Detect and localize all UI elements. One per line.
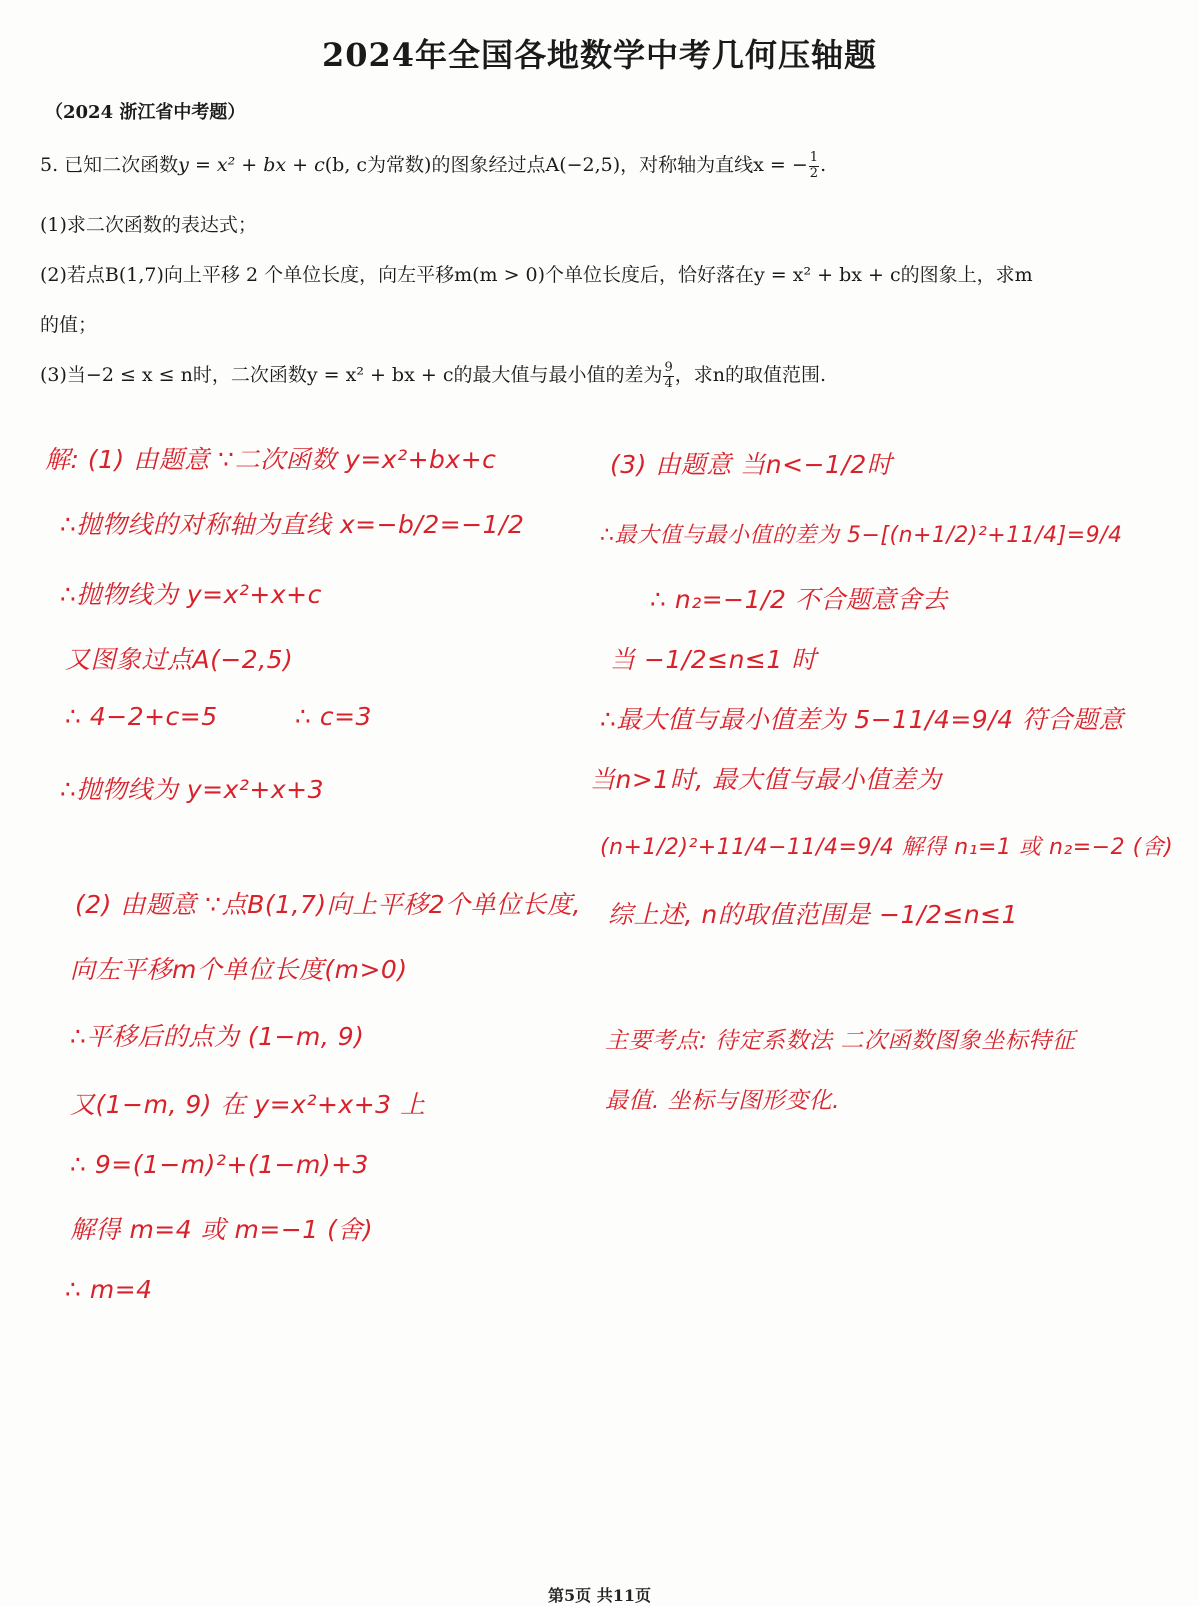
intro-text-b: (b, c为常数)的图象经过点A(−2,5)，对称轴为直线x = − (324, 154, 808, 176)
solution-line: 当n>1时, 最大值与最小值差为 (590, 765, 942, 794)
part3-text-b: ，求n的取值范围. (674, 364, 827, 386)
intro-end: . (820, 154, 827, 176)
intro-text-a: 5. 已知二次函数 (40, 154, 179, 176)
part3-text-a: (3)当−2 ≤ x ≤ n时，二次函数y = x² + bx + c的最大值与最小值的差为 (40, 364, 663, 386)
solution-line: ∴最大值与最小值的差为 5−[(n+1/2)²+11/4]=9/4 (600, 523, 1123, 548)
solution-line: ∴最大值与最小值差为 5−11/4=9/4 符合题意 (600, 705, 1124, 734)
solution-line: ∴ 9=(1−m)²+(1−m)+3 (70, 1150, 369, 1179)
problem-part2-line2: 的值； (40, 314, 98, 336)
solution-line: 又(1−m, 9) 在 y=x²+x+3 上 (70, 1090, 426, 1119)
fraction-nine-quarters (663, 361, 673, 391)
solution-line: ∴抛物线的对称轴为直线 x=−b/2=−1/2 (60, 510, 525, 539)
key-points-line: 最值. 坐标与图形变化. (605, 1088, 840, 1114)
solution-line: 解得 m=4 或 m=−1 (舍) (70, 1215, 374, 1244)
solution-line: ∴ 4−2+c=5 (65, 702, 218, 731)
solution-line: ∴抛物线为 y=x²+x+c (60, 580, 322, 609)
intro-equation: y = x² + bx + c (178, 154, 325, 176)
solution-line: 当 −1/2≤n≤1 时 (610, 645, 817, 674)
solution-line: (n+1/2)²+11/4−11/4=9/4 解得 n₁=1 或 n₂=−2 (舍) (600, 835, 1174, 860)
problem-part1: (1)求二次函数的表达式； (40, 214, 257, 236)
frac-num: 9 (664, 360, 673, 376)
frac-num: 1 (809, 150, 819, 166)
solution-line: 综上述, n的取值范围是 −1/2≤n≤1 (608, 900, 1019, 929)
solution-line: 解: (1) 由题意 ∵二次函数 y=x²+bx+c (45, 445, 497, 474)
solution-line: (3) 由题意 当n<−1/2时 (610, 450, 893, 479)
page-footer: 第5页 共11页 (548, 1586, 651, 1605)
page-title: 2024年全国各地数学中考几何压轴题 (321, 36, 878, 74)
solution-line: ∴ m=4 (65, 1275, 153, 1304)
solution-line: ∴抛物线为 y=x²+x+3 (60, 775, 325, 804)
problem-part3 (40, 360, 826, 391)
frac-den: 2 (809, 165, 819, 181)
problem-intro (40, 150, 826, 181)
solution-line: 向左平移m个单位长度(m>0) (70, 955, 408, 984)
solution-line: ∴ n₂=−1/2 不合题意舍去 (650, 585, 948, 614)
problem-source: （2024 浙江省中考题） (45, 102, 246, 123)
problem-part2-line1: (2)若点B(1,7)向上平移 2 个单位长度，向左平移m(m > 0)个单位长度后，恰好落在y = x² + bx + c的图象上，求m (40, 264, 1033, 286)
fraction-half (809, 151, 819, 181)
key-points-line: 主要考点: 待定系数法 二次函数图象坐标特征 (605, 1028, 1076, 1054)
frac-den: 4 (664, 375, 673, 391)
solution-line: 又图象过点A(−2,5) (65, 645, 294, 674)
solution-line: ∴平移后的点为 (1−m, 9) (70, 1022, 365, 1051)
solution-line: ∴ c=3 (295, 702, 372, 731)
solution-line: (2) 由题意 ∵点B(1,7)向上平移2个单位长度, (75, 890, 581, 919)
